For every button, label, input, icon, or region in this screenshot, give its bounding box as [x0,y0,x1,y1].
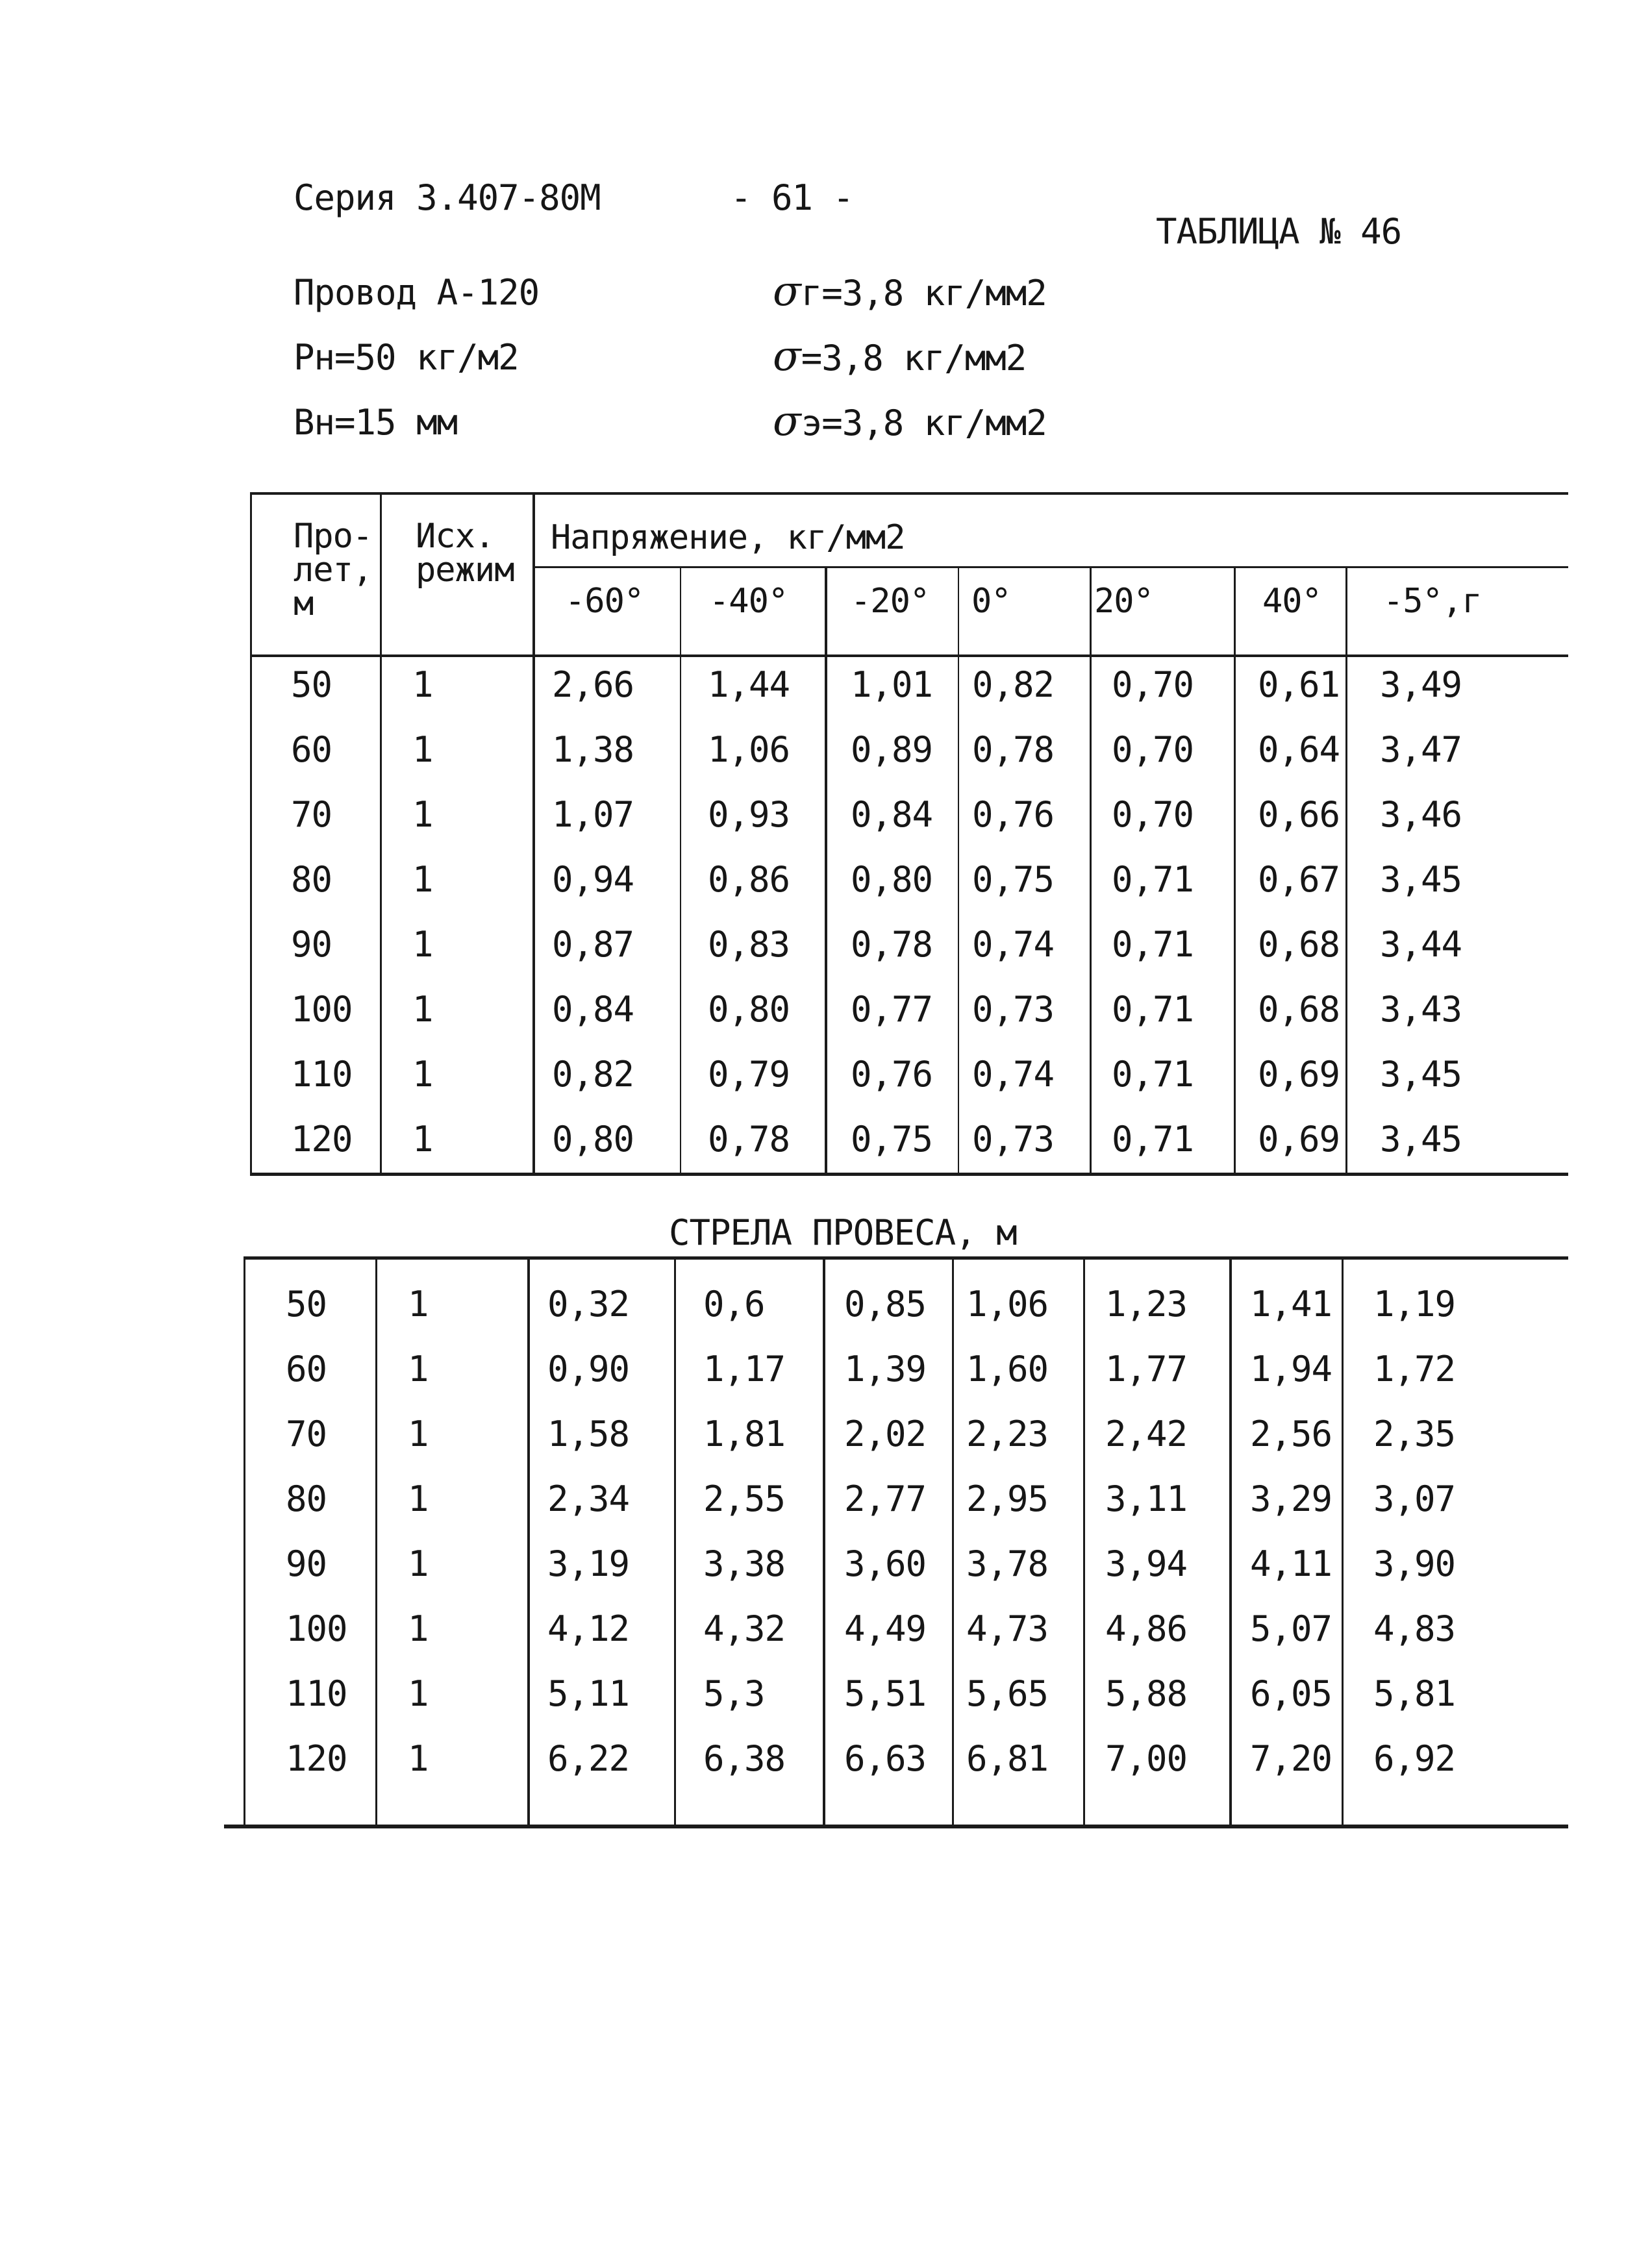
col-rule [680,567,681,1174]
stress-value-cell: 0,71 [1112,924,1194,965]
stress-value-cell: 3,46 [1380,794,1462,835]
temp-header-40: 40° [1262,582,1321,621]
stress-value-cell: 0,69 [1258,1119,1340,1160]
stress-value-cell: 0,67 [1258,859,1340,900]
temp-header-m20: -20° [851,582,930,621]
stress-value-cell: 0,71 [1112,989,1194,1030]
stress-value-cell: 3,44 [1380,924,1462,965]
span-header-line: м [294,584,314,623]
col-rule [823,1258,825,1826]
stress-value-cell: 0,70 [1112,729,1194,770]
stress-span-cell: 80 [291,859,332,900]
sag-span-cell: 80 [286,1478,327,1519]
stress-value-cell: 3,45 [1380,1119,1462,1160]
sag-value-cell: 2,55 [703,1478,786,1519]
sag-value-cell: 2,23 [966,1414,1049,1454]
sag-value-cell: 4,12 [547,1608,630,1649]
sag-span-cell: 120 [286,1738,347,1779]
sag-bottom-rule [224,1825,1568,1828]
stress-value-cell: 1,44 [708,664,790,705]
stress-value-cell: 0,86 [708,859,790,900]
stress-value-cell: 0,76 [851,1054,933,1095]
sag-value-cell: 4,83 [1373,1608,1456,1649]
col-rule [380,493,382,1174]
stress-value-cell: 0,71 [1112,1119,1194,1160]
sag-value-cell: 0,32 [547,1284,630,1325]
span-header-line: Про- [294,517,373,556]
stress-span-cell: 70 [291,794,332,835]
sag-value-cell: 3,11 [1105,1478,1188,1519]
temp-header-m40: -40° [709,582,788,621]
stress-value-cell: 0,74 [972,1054,1055,1095]
sag-value-cell: 1,81 [703,1414,786,1454]
stress-param-value: =3,8 кг/мм2 [801,338,1027,379]
sag-value-cell: 2,02 [844,1414,927,1454]
series-label: Серия 3.407-80М [294,177,601,218]
sag-span-cell: 50 [286,1284,327,1325]
mode-column-header [416,517,514,590]
stress-value-cell: 0,82 [552,1054,634,1095]
stress-value-cell: 1,01 [851,664,933,705]
sag-value-cell: 4,49 [844,1608,927,1649]
stress-group-header: Напряжение, кг/мм2 [551,518,905,557]
temp-header-m60: -60° [565,582,644,621]
col-rule [674,1258,676,1826]
sag-value-cell: 6,05 [1250,1673,1332,1714]
stress-mode-cell: 1 [412,924,433,965]
sag-value-cell: 7,20 [1250,1738,1332,1779]
sag-value-cell: 4,86 [1105,1608,1188,1649]
sag-value-cell: 1,41 [1250,1284,1332,1325]
sag-value-cell: 0,90 [547,1349,630,1389]
stress-value-cell: 0,74 [972,924,1055,965]
sag-value-cell: 2,42 [1105,1414,1188,1454]
stress-value-cell: 0,73 [972,1119,1055,1160]
stress-value-cell: 3,43 [1380,989,1462,1030]
stress-value-cell: 0,61 [1258,664,1340,705]
sag-value-cell: 3,90 [1373,1543,1456,1584]
sag-value-cell: 2,34 [547,1478,630,1519]
stress-value-cell: 0,70 [1112,664,1194,705]
stress-span-cell: 100 [291,989,353,1030]
stress-span-cell: 60 [291,729,332,770]
sag-value-cell: 1,06 [966,1284,1049,1325]
sag-value-cell: 4,11 [1250,1543,1332,1584]
col-rule [958,567,959,1174]
stress-value-cell: 0,82 [972,664,1055,705]
stress-value-cell: 0,75 [972,859,1055,900]
sag-value-cell: 1,77 [1105,1349,1188,1389]
mode-header-line: Исх. [416,517,495,556]
stress-value-cell: 0,84 [851,794,933,835]
sag-value-cell: 0,85 [844,1284,927,1325]
stress-value-cell: 0,84 [552,989,634,1030]
sag-value-cell: 6,63 [844,1738,927,1779]
table-number: ТАБЛИЦА № 46 [1156,211,1402,252]
sigma-symbol: σ [773,332,801,380]
sag-value-cell: 5,81 [1373,1673,1456,1714]
wind-pressure: Рн=50 кг/м2 [294,337,519,378]
stress-value-cell: 0,68 [1258,989,1340,1030]
stress-span-cell: 110 [291,1054,353,1095]
sag-mode-cell: 1 [408,1738,429,1779]
stress-span-cell: 120 [291,1119,353,1160]
sag-span-cell: 70 [286,1414,327,1454]
stress-value-cell: 3,49 [1380,664,1462,705]
sag-mode-cell: 1 [408,1478,429,1519]
stress-param-ice [773,268,1047,316]
sag-value-cell: 2,77 [844,1478,927,1519]
stress-value-cell: 0,68 [1258,924,1340,965]
sag-value-cell: 3,78 [966,1543,1049,1584]
sag-value-cell: 3,07 [1373,1478,1456,1519]
stress-value-cell: 0,78 [972,729,1055,770]
stress-value-cell: 2,66 [552,664,634,705]
col-rule [825,567,827,1174]
stress-bottom-rule [250,1173,1568,1176]
stress-span-cell: 90 [291,924,332,965]
page-number: - 61 - [731,177,854,218]
sag-mode-cell: 1 [408,1608,429,1649]
stress-value-cell: 3,47 [1380,729,1462,770]
sag-value-cell: 5,51 [844,1673,927,1714]
sag-value-cell: 1,19 [1373,1284,1456,1325]
stress-value-cell: 0,71 [1112,1054,1194,1095]
stress-value-cell: 0,89 [851,729,933,770]
stress-mode-cell: 1 [412,1054,433,1095]
col-rule [1229,1258,1232,1826]
sag-value-cell: 1,39 [844,1349,927,1389]
sag-value-cell: 1,72 [1373,1349,1456,1389]
sag-value-cell: 6,92 [1373,1738,1456,1779]
sag-span-cell: 100 [286,1608,347,1649]
col-rule [1342,1258,1344,1826]
ice-thickness: Вн=15 мм [294,402,458,443]
sag-span-cell: 60 [286,1349,327,1389]
sag-span-cell: 110 [286,1673,347,1714]
stress-value-cell: 0,77 [851,989,933,1030]
stress-value-cell: 0,80 [708,989,790,1030]
col-rule [1083,1258,1085,1826]
sag-mode-cell: 1 [408,1349,429,1389]
stress-value-cell: 0,87 [552,924,634,965]
sag-value-cell: 3,29 [1250,1478,1332,1519]
col-rule [244,1258,245,1826]
col-rule [375,1258,377,1826]
stress-value-cell: 0,75 [851,1119,933,1160]
stress-mode-cell: 1 [412,859,433,900]
stress-value-cell: 0,69 [1258,1054,1340,1095]
sag-value-cell: 1,60 [966,1349,1049,1389]
span-column-header [294,519,371,621]
sag-value-cell: 0,6 [703,1284,765,1325]
sag-value-cell: 3,94 [1105,1543,1188,1584]
col-rule [1234,567,1236,1174]
sag-top-rule [244,1256,1568,1260]
stress-value-cell: 1,06 [708,729,790,770]
sag-mode-cell: 1 [408,1414,429,1454]
sag-value-cell: 4,73 [966,1608,1049,1649]
temp-header-0: 0° [971,582,1011,621]
stress-value-cell: 3,45 [1380,859,1462,900]
sag-value-cell: 3,19 [547,1543,630,1584]
header-bottom-rule [250,654,1568,657]
sigma-symbol: σ [773,397,801,445]
stress-param-value: э=3,8 кг/мм2 [801,403,1047,443]
sag-value-cell: 5,07 [1250,1608,1332,1649]
col-rule [250,493,252,1174]
sag-value-cell: 2,56 [1250,1414,1332,1454]
stress-param-avg [773,397,1047,445]
span-header-line: лет, [294,551,373,590]
stress-value-cell: 0,94 [552,859,634,900]
sag-value-cell: 6,81 [966,1738,1049,1779]
col-rule [952,1258,954,1826]
col-rule [532,493,535,1174]
stress-value-cell: 0,80 [851,859,933,900]
sag-span-cell: 90 [286,1543,327,1584]
sag-value-cell: 2,95 [966,1478,1049,1519]
stress-value-cell: 1,38 [552,729,634,770]
sag-value-cell: 7,00 [1105,1738,1188,1779]
sag-value-cell: 5,65 [966,1673,1049,1714]
temp-header-20: 20° [1094,582,1153,621]
col-rule [1345,567,1347,1174]
sigma-symbol: σ [773,268,801,316]
stress-param-min [773,332,1026,380]
sag-value-cell: 4,32 [703,1608,786,1649]
stress-value-cell: 0,73 [972,989,1055,1030]
sag-value-cell: 6,38 [703,1738,786,1779]
stress-value-cell: 0,64 [1258,729,1340,770]
temp-header-rule [532,566,1568,568]
stress-mode-cell: 1 [412,989,433,1030]
stress-mode-cell: 1 [412,794,433,835]
sag-value-cell: 1,23 [1105,1284,1188,1325]
sag-value-cell: 1,17 [703,1349,786,1389]
stress-mode-cell: 1 [412,664,433,705]
stress-value-cell: 0,66 [1258,794,1340,835]
col-rule [1090,567,1092,1174]
col-rule [527,1258,530,1826]
stress-value-cell: 0,83 [708,924,790,965]
stress-value-cell: 0,71 [1112,859,1194,900]
wire-type: Провод А-120 [294,272,540,313]
stress-value-cell: 0,93 [708,794,790,835]
stress-value-cell: 0,78 [708,1119,790,1160]
stress-value-cell: 3,45 [1380,1054,1462,1095]
sag-value-cell: 6,22 [547,1738,630,1779]
stress-value-cell: 0,78 [851,924,933,965]
stress-mode-cell: 1 [412,1119,433,1160]
sag-value-cell: 1,58 [547,1414,630,1454]
temp-header-m5-ice: -5°,г [1383,582,1482,621]
sag-value-cell: 5,88 [1105,1673,1188,1714]
sag-value-cell: 2,35 [1373,1414,1456,1454]
sag-value-cell: 3,60 [844,1543,927,1584]
sag-value-cell: 5,11 [547,1673,630,1714]
sag-mode-cell: 1 [408,1543,429,1584]
sag-value-cell: 1,94 [1250,1349,1332,1389]
stress-value-cell: 0,79 [708,1054,790,1095]
sag-value-cell: 3,38 [703,1543,786,1584]
stress-span-cell: 50 [291,664,332,705]
sag-mode-cell: 1 [408,1284,429,1325]
stress-mode-cell: 1 [412,729,433,770]
table-top-rule [250,492,1568,495]
stress-value-cell: 1,07 [552,794,634,835]
stress-param-value: г=3,8 кг/мм2 [801,273,1047,314]
stress-value-cell: 0,76 [972,794,1055,835]
mode-header-line: режим [416,551,514,590]
stress-value-cell: 0,70 [1112,794,1194,835]
stress-value-cell: 0,80 [552,1119,634,1160]
sag-section-title: СТРЕЛА ПРОВЕСА, м [669,1212,1017,1253]
sag-value-cell: 5,3 [703,1673,765,1714]
sag-mode-cell: 1 [408,1673,429,1714]
